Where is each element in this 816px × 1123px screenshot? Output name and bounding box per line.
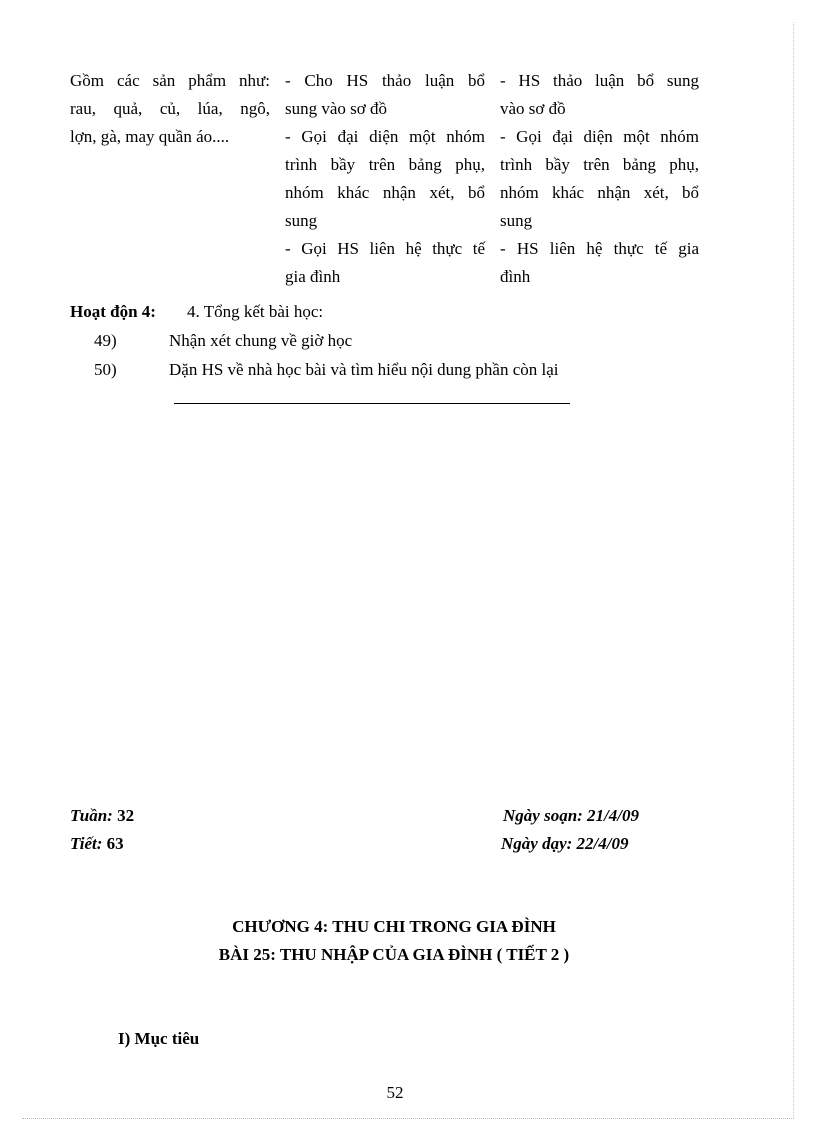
table-cell-line: sung vào sơ đồ (285, 99, 388, 118)
table-cell-line: lợn, gà, may quần áo.... (70, 127, 230, 146)
table-cell-line: Gồm các sản phẩm như: (70, 71, 270, 90)
table-col-products (70, 67, 270, 151)
period-value: 63 (106, 834, 124, 853)
table-col-teacher (285, 67, 485, 291)
table-col-students (500, 67, 699, 291)
week-line (70, 806, 134, 826)
period-line (70, 834, 124, 854)
activity-label: Hoạt độn 4: (70, 302, 156, 321)
list-item: Dặn HS về nhà học bài và tìm hiểu nội dung phần còn lại (169, 360, 559, 379)
activity-title: 4. Tổng kết bài học: (187, 302, 324, 321)
table-cell-line: sung (285, 211, 318, 230)
table-cell-line: trình bầy trên bảng phụ, (285, 155, 485, 174)
table-cell-line: nhóm khác nhận xét, bổ (500, 183, 699, 202)
table-cell-line: - Gọi HS liên hệ thực tế (285, 239, 485, 258)
table-cell-line: trình bầy trên bảng phụ, (500, 155, 699, 174)
list-item-number: 50) (94, 360, 117, 379)
lesson-title: BÀI 25: THU NHẬP CỦA GIA ĐÌNH ( TIẾT 2 ) (218, 945, 570, 964)
prep-date: Ngày soạn: 21/4/09 (503, 806, 639, 825)
week-value: 32 (117, 806, 135, 825)
table-cell-line: - Gọi đại diện một nhóm (500, 127, 699, 146)
table-cell-line: đình (500, 267, 531, 286)
page-edge (793, 22, 794, 1119)
table-cell-line: nhóm khác nhận xét, bổ (285, 183, 485, 202)
page-number: 52 (386, 1083, 404, 1102)
table-cell-line: sung (500, 211, 533, 230)
list-item: Nhận xét chung về giờ học (169, 331, 353, 350)
page-bottom-edge (22, 1118, 794, 1119)
chapter-title: CHƯƠNG 4: THU CHI TRONG GIA ĐÌNH (232, 917, 556, 936)
table-cell-line: gia đình (285, 267, 341, 286)
table-cell-line: - HS thảo luận bổ sung (500, 71, 699, 90)
section-heading: I) Mục tiêu (118, 1029, 200, 1048)
separator-rule (174, 403, 570, 404)
table-cell-line: vào sơ đồ (500, 99, 566, 118)
week-label: Tuần: (70, 806, 113, 825)
period-label: Tiết: (70, 834, 103, 853)
list-item-number: 49) (94, 331, 117, 350)
table-cell-line: - HS liên hệ thực tế gia (500, 239, 699, 258)
table-cell-line: rau, quả, củ, lúa, ngô, (70, 99, 270, 118)
table-cell-line: - Gọi đại diện một nhóm (285, 127, 485, 146)
table-cell-line: - Cho HS thảo luận bổ (285, 71, 485, 90)
teach-date: Ngày dạy: 22/4/09 (501, 834, 629, 853)
